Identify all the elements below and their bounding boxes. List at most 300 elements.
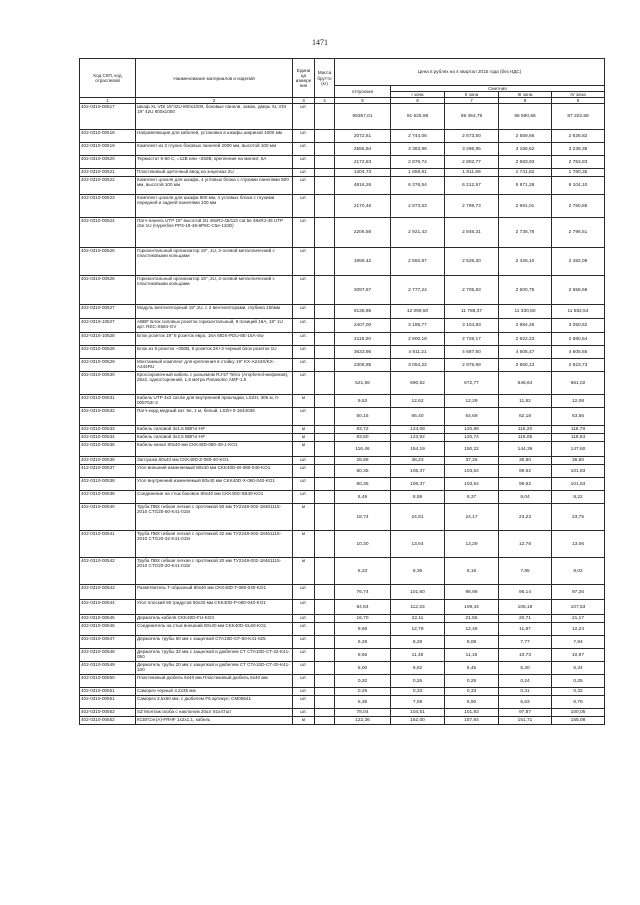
- page-number: 1471: [312, 38, 328, 47]
- row-price-zone-4: 1 780,35: [552, 169, 605, 177]
- row-name: Кроссировочный кабель с разъемом RJ-57 Telco (Amphenol-мефемов), 25x2, односторонний, 1,5 метра Panasonic AMF-1.5: [136, 372, 293, 395]
- column-number: 2: [136, 98, 293, 104]
- row-price-zone-1: 154,19: [391, 442, 445, 457]
- row-name: Патч-корд медный кат. 5е, 1 м, белый, LSZH 0-1544036: [136, 408, 293, 426]
- table-row: [80, 372, 605, 395]
- row-unit: шт.: [293, 649, 315, 662]
- row-unit: шт.: [293, 662, 315, 675]
- row-mass: [315, 426, 335, 434]
- row-name: Монтажный комплект для крепления в стойку 19" KX-A244X/KX-A244RU: [136, 359, 293, 372]
- table-row: [80, 600, 605, 615]
- table-row: [80, 359, 605, 372]
- row-price-wholesale: 9,66: [335, 623, 391, 636]
- row-price-zone-4: 661,02: [552, 372, 605, 395]
- row-name: Угол плоский 90 градусов 80x40 мм CKK40D-P-080-040-KO1: [136, 600, 293, 615]
- row-price-zone-2: 2 846,31: [445, 218, 499, 248]
- row-price-zone-4: 87 202,68: [552, 104, 605, 130]
- row-price-zone-4: 4 605,65: [552, 346, 605, 359]
- row-unit: шт.: [293, 218, 315, 248]
- row-name: Шкаф XL VDI 19"42U 800x1000, боковые панели, замок, дверь XL VDI 19" 42U 800x1000: [136, 104, 293, 130]
- row-mass: [315, 675, 335, 688]
- row-code: 402-0310-00543: [80, 585, 136, 600]
- row-price-wholesale: 2555,94: [335, 143, 391, 156]
- row-name: Кабель силовой 3x1,5 ВВГнг-HF: [136, 426, 293, 434]
- table-row: [80, 649, 605, 662]
- row-name: Держатель трубы 20 мм с защелкой и дюбелем CT CTA10D-CT-20-K41-100: [136, 662, 293, 675]
- row-name: Кабель силовой 3x2,5 ВВГнг-HF: [136, 434, 293, 442]
- row-mass: [315, 531, 335, 558]
- row-price-wholesale: 9,53: [335, 395, 391, 408]
- row-price-wholesale: 16,70: [335, 615, 391, 623]
- row-unit: шт.: [293, 276, 315, 305]
- row-price-zone-2: 2 799,73: [445, 195, 499, 218]
- row-price-zone-4: 6,78: [552, 696, 605, 709]
- row-name: Комплект цоколя для шкафа, 4 угловых блока с глухими панелями 800 мм, высотой 100 мм: [136, 177, 293, 195]
- row-mass: [315, 305, 335, 319]
- row-unit: шт.: [293, 478, 315, 491]
- row-code: 402-0310-00532: [80, 408, 136, 426]
- row-mass: [315, 442, 335, 457]
- column-number: 5: [335, 98, 391, 104]
- row-price-zone-4: 147,60: [552, 442, 605, 457]
- row-mass: [315, 434, 335, 442]
- row-unit: шт.: [293, 688, 315, 696]
- row-code: 402-0310-00540: [80, 504, 136, 531]
- row-price-zone-1: 123,92: [391, 434, 445, 442]
- row-price-zone-4: 2 482,09: [552, 248, 605, 276]
- row-code: 402-0310-00548: [80, 649, 136, 662]
- row-price-zone-3: 0,31: [499, 688, 552, 696]
- row-unit: м: [293, 558, 315, 585]
- row-code: 412-0310-00537: [80, 465, 136, 478]
- row-price-zone-3: 10,73: [499, 649, 552, 662]
- row-price-zone-2: 2 975,69: [445, 359, 499, 372]
- row-price-wholesale: 521,56: [335, 372, 391, 395]
- row-price-wholesale: 10,30: [335, 531, 391, 558]
- row-price-zone-1: 0,26: [391, 675, 445, 688]
- row-name: Блок из 9 розеток ~250В, 9 розеток 2K+3 черный блок розеток 1U: [136, 346, 293, 359]
- row-price-wholesale: 116,46: [335, 442, 391, 457]
- row-price-zone-1: 690,52: [391, 372, 445, 395]
- row-name: Труба ПВХ гибкая легкая с протяжкой 20 мм ТУ2248-002-18461115-2010 CTG20-20-K41-015I: [136, 558, 293, 585]
- row-price-zone-2: 150,22: [445, 442, 499, 457]
- header-unit: Едини ца измере ния: [293, 59, 315, 98]
- row-price-wholesale: 2172,83: [335, 156, 391, 169]
- row-mass: [315, 408, 335, 426]
- row-price-zone-4: 8,02: [552, 558, 605, 585]
- row-price-zone-4: 11 582,54: [552, 305, 605, 319]
- row-mass: [315, 143, 335, 156]
- row-price-wholesale: 93,72: [335, 426, 391, 434]
- row-unit: шт.: [293, 457, 315, 465]
- row-price-zone-3: 5 971,28: [499, 177, 552, 195]
- row-name: Комплект цоколя для шкафа 800 мм, 4 угловых блока с глухими передней и задней панелями 100 мм: [136, 195, 293, 218]
- row-price-zone-1: 8,35: [391, 558, 445, 585]
- row-unit: шт.: [293, 372, 315, 395]
- row-name: Угол внутренний изменяемый 80x40 мм CKK40D-X-080-040-KO1: [136, 478, 293, 491]
- row-price-zone-2: 8,16: [445, 558, 499, 585]
- row-price-zone-1: 3 054,22: [391, 359, 445, 372]
- row-unit: м: [293, 717, 315, 725]
- row-code: 402-0310-00539: [80, 491, 136, 504]
- row-price-zone-2: 157,84: [445, 717, 499, 725]
- row-mass: [315, 333, 335, 346]
- column-number: 1: [80, 98, 136, 104]
- row-code: 402-0310-00519: [80, 143, 136, 156]
- row-price-wholesale: 2306,85: [335, 359, 391, 372]
- row-price-zone-2: 8,37: [445, 491, 499, 504]
- row-price-zone-3: 35,80: [499, 457, 552, 465]
- row-price-zone-1: 24,81: [391, 504, 445, 531]
- table-row: [80, 305, 605, 319]
- row-price-zone-4: 13,06: [552, 531, 605, 558]
- row-price-zone-2: 2 728,17: [445, 333, 499, 346]
- table-row: [80, 408, 605, 426]
- row-unit: шт.: [293, 104, 315, 130]
- row-mass: [315, 104, 335, 130]
- row-price-zone-4: 2 626,82: [552, 130, 605, 143]
- row-price-zone-1: 13,64: [391, 531, 445, 558]
- row-mass: [315, 372, 335, 395]
- row-price-wholesale: 50,15: [335, 408, 391, 426]
- row-unit: шт.: [293, 491, 315, 504]
- row-unit: шт.: [293, 623, 315, 636]
- table-row: [80, 346, 605, 359]
- row-mass: [315, 169, 335, 177]
- row-price-zone-1: 12,79: [391, 623, 445, 636]
- table-row: [80, 478, 605, 491]
- row-price-wholesale: 6,26: [335, 636, 391, 649]
- row-mass: [315, 558, 335, 585]
- row-name: Горизонтальный организатор 19", 1U, 2-осевой металлический с пластиковыми кольцами: [136, 248, 293, 276]
- row-unit: шт.: [293, 177, 315, 195]
- table-row: [80, 156, 605, 169]
- row-price-zone-3: 62,18: [499, 408, 552, 426]
- row-price-zone-2: 2 526,20: [445, 248, 499, 276]
- row-mass: [315, 717, 335, 725]
- row-unit: м: [293, 434, 315, 442]
- table-body: [80, 104, 605, 725]
- row-price-zone-3: 3 156,62: [499, 143, 552, 156]
- row-price-wholesale: 93,60: [335, 434, 391, 442]
- row-price-zone-1: 4 811,21: [391, 346, 445, 359]
- table-row: [80, 662, 605, 675]
- table-row: [80, 558, 605, 585]
- row-price-zone-3: 2 735,78: [499, 218, 552, 248]
- row-price-zone-1: 101,60: [391, 585, 445, 600]
- column-number: 8: [499, 98, 552, 104]
- table-row: [80, 195, 605, 218]
- row-mass: [315, 276, 335, 305]
- table-row: [80, 636, 605, 649]
- row-price-zone-1: 8,59: [391, 491, 445, 504]
- row-price-zone-4: 8,22: [552, 491, 605, 504]
- row-unit: м: [293, 531, 315, 558]
- table-row: [80, 130, 605, 143]
- row-code: 402-0310-00542: [80, 558, 136, 585]
- row-price-zone-1: 91 625,98: [391, 104, 445, 130]
- row-price-zone-4: 7,94: [552, 636, 605, 649]
- row-code: 402-0310-00534: [80, 434, 136, 442]
- row-price-zone-4: 0,25: [552, 675, 605, 688]
- row-name: Угол внешний изменяемый 80x40 мм CKK40D-W-080-040-KO1: [136, 465, 293, 478]
- row-code: 402-0310-00529: [80, 359, 136, 372]
- row-code: 402-0310-00551: [80, 696, 136, 709]
- row-code: 402-0310-00526: [80, 276, 136, 305]
- row-unit: шт.: [293, 359, 315, 372]
- table-row: [80, 434, 605, 442]
- row-code: 402-0310-00530: [80, 372, 136, 395]
- row-price-zone-4: 12,08: [552, 395, 605, 408]
- row-price-wholesale: 2206,58: [335, 218, 391, 248]
- row-code: 402-0310-00518: [80, 130, 136, 143]
- row-unit: шт.: [293, 333, 315, 346]
- row-name: Термостат 5-60 С, =12В или ~250В, крепление на магнит, 5А: [136, 156, 293, 169]
- table-row: [80, 615, 605, 623]
- row-code: 402-0310-10527: [80, 319, 136, 333]
- row-price-zone-3: 86 590,66: [499, 104, 552, 130]
- table-row: [80, 218, 605, 248]
- row-price-zone-1: 22,11: [391, 615, 445, 623]
- row-code: 402-0310-00552: [80, 709, 136, 717]
- row-unit: шт.: [293, 305, 315, 319]
- header-zone-1: I зона: [391, 92, 445, 98]
- row-code: 402-0310-00538: [80, 478, 136, 491]
- row-name: Блок розеток 19" 8 розеток евро, 16А MDX-PDU-8E-16A-Sw: [136, 333, 293, 346]
- row-mass: [315, 504, 335, 531]
- row-price-wholesale: 84,84: [335, 600, 391, 615]
- row-price-zone-2: 24,17: [445, 504, 499, 531]
- row-price-zone-2: 98,99: [445, 585, 499, 600]
- row-price-wholesale: 28,88: [335, 457, 391, 465]
- row-name: Пластиковый щеточный ввод на энцелках 2U: [136, 169, 293, 177]
- row-price-zone-2: 8,08: [445, 636, 499, 649]
- row-price-zone-3: 2 600,75: [499, 276, 552, 305]
- row-mass: [315, 359, 335, 372]
- row-price-zone-4: 2 658,58: [552, 276, 605, 305]
- row-unit: шт.: [293, 709, 315, 717]
- row-price-zone-2: 0,33: [445, 688, 499, 696]
- row-price-zone-4: 0,32: [552, 688, 605, 696]
- row-price-zone-1: 2 744,06: [391, 130, 445, 143]
- row-mass: [315, 688, 335, 696]
- row-unit: шт.: [293, 130, 315, 143]
- row-code: 402-0310-00547: [80, 636, 136, 649]
- table-row: [80, 169, 605, 177]
- table-row: [80, 395, 605, 408]
- row-price-zone-1: 106,37: [391, 478, 445, 491]
- row-price-wholesale: 5,35: [335, 696, 391, 709]
- header-estimate: Сметная: [391, 86, 605, 92]
- table-row: [80, 177, 605, 195]
- row-name: Направляющие для кабелей, установка в шкафы шириной 1000 мм: [136, 130, 293, 143]
- row-price-zone-2: 4 687,50: [445, 346, 499, 359]
- row-mass: [315, 177, 335, 195]
- row-price-zone-3: 144,39: [499, 442, 552, 457]
- row-price-zone-2: 0,25: [445, 675, 499, 688]
- row-price-zone-1: 6 376,54: [391, 177, 445, 195]
- row-price-zone-4: 2 680,54: [552, 333, 605, 346]
- row-mass: [315, 195, 335, 218]
- row-price-zone-2: 1 811,99: [445, 169, 499, 177]
- row-price-zone-1: 2 777,24: [391, 276, 445, 305]
- table-row: [80, 465, 605, 478]
- row-unit: шт.: [293, 143, 315, 156]
- row-price-zone-1: 12,62: [391, 395, 445, 408]
- row-price-zone-3: 151,71: [499, 717, 552, 725]
- row-mass: [315, 156, 335, 169]
- row-code: 402-0310-00549: [80, 662, 136, 675]
- row-price-wholesale: 1958,42: [335, 248, 391, 276]
- row-price-wholesale: 80,35: [335, 465, 391, 478]
- row-price-zone-1: 2 800,18: [391, 333, 445, 346]
- row-price-wholesale: 6,33: [335, 558, 391, 585]
- row-unit: шт.: [293, 465, 315, 478]
- row-price-wholesale: 8,66: [335, 649, 391, 662]
- row-unit: м: [293, 442, 315, 457]
- row-price-zone-3: 2 559,66: [499, 130, 552, 143]
- row-price-zone-1: 8,29: [391, 636, 445, 649]
- row-price-wholesale: 122,36: [335, 717, 391, 725]
- row-code: 402-0310-00520: [80, 156, 136, 169]
- row-price-zone-1: 124,08: [391, 426, 445, 434]
- row-mass: [315, 615, 335, 623]
- row-price-zone-3: 2 984,26: [499, 319, 552, 333]
- row-price-wholesale: 4816,26: [335, 177, 391, 195]
- row-price-zone-3: 2 428,10: [499, 248, 552, 276]
- row-name: Держатель трубы 32 мм с защелкой и дюбелем CT CTA10D-CT-32-K41-050: [136, 649, 293, 662]
- table-row: [80, 442, 605, 457]
- row-price-zone-1: 7,08: [391, 696, 445, 709]
- row-unit: м: [293, 426, 315, 434]
- row-name: Кабель-канал 80x40 мм CKK40D-080-40-1-KO1: [136, 442, 293, 457]
- row-code: 402-0310-00552: [80, 717, 136, 725]
- row-code: 402-0310-00544: [80, 600, 136, 615]
- row-price-zone-2: 12,29: [445, 395, 499, 408]
- table-row: [80, 457, 605, 465]
- row-price-zone-3: 2 860,13: [499, 359, 552, 372]
- row-price-zone-4: 3 239,38: [552, 143, 605, 156]
- row-code: 402-0310-00545: [80, 615, 136, 623]
- column-number: 7: [445, 98, 499, 104]
- row-price-zone-2: 37,25: [445, 457, 499, 465]
- row-code: 402-0310-00551: [80, 688, 136, 696]
- row-price-wholesale: 69357,01: [335, 104, 391, 130]
- row-price-zone-4: 10,97: [552, 649, 605, 662]
- row-name: Труба ПВХ гибкая легкая с протяжкой 50 мм ТУ2248-002-18461115-2010 CTG20-50-K41-015I: [136, 504, 293, 531]
- row-name: Заглушка 80x40 мм CKK40D-Z-080-40-KO1: [136, 457, 293, 465]
- header-price-title: Цена в рублях на 4 квартал 2015 года (без НДС): [335, 59, 605, 86]
- row-unit: шт.: [293, 156, 315, 169]
- row-name: Держатель трубы 50 мм с защелкой CTA10D-CF-50-K41-025: [136, 636, 293, 649]
- table-row: [80, 491, 605, 504]
- row-price-zone-2: 6,90: [445, 696, 499, 709]
- row-mass: [315, 457, 335, 465]
- row-price-wholesale: 2170,46: [335, 195, 391, 218]
- row-price-wholesale: 78,04: [335, 709, 391, 717]
- row-code: 402-0310-00525: [80, 248, 136, 276]
- table-row: [80, 696, 605, 709]
- row-price-wholesale: 80,35: [335, 478, 391, 491]
- row-mass: [315, 600, 335, 615]
- row-price-zone-4: 97,26: [552, 585, 605, 600]
- row-unit: шт.: [293, 585, 315, 600]
- row-mass: [315, 465, 335, 478]
- row-unit: м: [293, 395, 315, 408]
- column-number: 9: [552, 98, 605, 104]
- row-price-zone-3: 11,82: [499, 395, 552, 408]
- row-price-zone-1: 1 859,81: [391, 169, 445, 177]
- row-name: Саморез черный 3,2x35 мм: [136, 688, 293, 696]
- row-price-wholesale: 2072,61: [335, 130, 391, 143]
- row-price-zone-4: 3 050,62: [552, 319, 605, 333]
- table-row: [80, 333, 605, 346]
- row-price-zone-3: 116,05: [499, 434, 552, 442]
- row-name: Труба ПВХ гибкая легкая с протяжкой 32 мм ТУ2248-002-18461115-2010 CTG20-32-K41-015I: [136, 531, 293, 558]
- row-price-wholesale: 2407,00: [335, 319, 391, 333]
- row-mass: [315, 709, 335, 717]
- column-number: 3: [293, 98, 315, 104]
- row-price-zone-4: 107,53: [552, 600, 605, 615]
- row-price-zone-4: 6 104,10: [552, 177, 605, 195]
- row-price-zone-2: 2 705,83: [445, 276, 499, 305]
- row-price-zone-4: 2 753,83: [552, 156, 605, 169]
- header-zone-4: IV зона: [552, 92, 605, 98]
- row-price-zone-1: 2 921,43: [391, 218, 445, 248]
- row-price-zone-1: 162,00: [391, 717, 445, 725]
- header-mass: Масса брутто (кг): [315, 59, 335, 98]
- row-price-zone-4: 12,24: [552, 623, 605, 636]
- row-price-zone-3: 20,71: [499, 615, 552, 623]
- row-name: Соединение на стык боковое 80x40 мм CKK40D-SB40-KO1: [136, 491, 293, 504]
- row-unit: шт.: [293, 675, 315, 688]
- price-table-wrapper: [79, 58, 604, 725]
- row-price-zone-2: 21,55: [445, 615, 499, 623]
- table-row: [80, 688, 605, 696]
- row-price-zone-2: 120,89: [445, 426, 499, 434]
- table-row: [80, 675, 605, 688]
- row-price-wholesale: 0,25: [335, 688, 391, 696]
- row-price-wholesale: 9138,86: [335, 305, 391, 319]
- row-price-zone-1: 2 592,87: [391, 248, 445, 276]
- row-mass: [315, 395, 335, 408]
- row-code: 402-0310-00523: [80, 195, 136, 218]
- row-price-zone-3: 11 330,80: [499, 305, 552, 319]
- table-row: [80, 248, 605, 276]
- row-price-zone-2: 13,29: [445, 531, 499, 558]
- row-code: 402-0310-00550: [80, 675, 136, 688]
- row-code: 402-0310-00524: [80, 218, 136, 248]
- row-price-zone-4: 2 923,73: [552, 359, 605, 372]
- row-code: 402-0310-00541: [80, 531, 136, 558]
- table-row: [80, 709, 605, 717]
- row-price-zone-1: 38,23: [391, 457, 445, 465]
- row-mass: [315, 662, 335, 675]
- row-name: КСБГСнг(А)-FRHF 1x2x1,1, кабель: [136, 717, 293, 725]
- row-price-wholesale: 76,74: [335, 585, 391, 600]
- table-row: [80, 504, 605, 531]
- row-price-wholesale: 6,49: [335, 491, 391, 504]
- row-name: Горизонтальный организатор 19", 2U, 2-осевой металлический с пластиковыми кольцами: [136, 276, 293, 305]
- row-code: 402-0310-00522: [80, 177, 136, 195]
- row-price-zone-3: 95,14: [499, 585, 552, 600]
- row-mass: [315, 696, 335, 709]
- row-code: 402-0310-10528: [80, 333, 136, 346]
- column-number: 4: [315, 98, 335, 104]
- row-mass: [315, 585, 335, 600]
- row-price-zone-1: 104,51: [391, 709, 445, 717]
- row-price-zone-1: 6,62: [391, 662, 445, 675]
